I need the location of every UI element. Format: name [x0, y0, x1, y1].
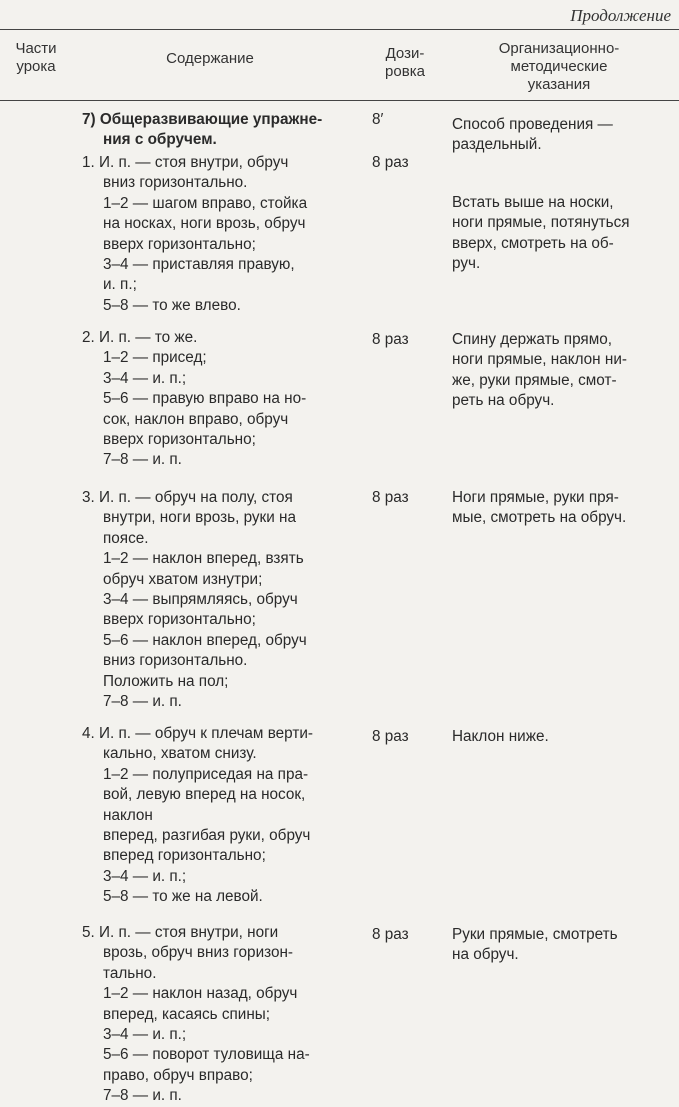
exercise-line: кально, хватом снизу.: [103, 745, 257, 763]
exercise-line: 7–8 — и. п.: [103, 693, 182, 711]
exercise-2-content: [82, 328, 372, 471]
exercise-line: вверх горизонтально;: [103, 431, 256, 449]
exercise-line: вверх горизонтально;: [103, 611, 256, 629]
exercise-line: поясе.: [103, 529, 149, 547]
exercise-line: вверх горизонтально;: [103, 235, 256, 253]
exercise-line: 1–2 — присед;: [103, 349, 207, 367]
header-parts-line: Части: [15, 40, 57, 57]
exercise-line: вниз горизонтально.: [103, 174, 248, 192]
exercise-2-org: [452, 330, 674, 412]
exercise-org-line: ноги прямые, потянуться: [452, 214, 630, 232]
exercise-line: и. п.;: [103, 276, 137, 294]
header-dose-line: ровка: [385, 63, 425, 80]
exercise-4-org: [452, 727, 674, 747]
exercise-line: врозь, обруч вниз горизон-: [103, 944, 294, 962]
exercise-org-line: Спину держать прямо,: [452, 331, 612, 348]
exercise-line: 1–2 — наклон назад, обруч: [103, 985, 298, 1003]
header-org-line: методические: [510, 58, 608, 75]
exercise-org-line: Наклон ниже.: [452, 728, 549, 745]
exercise-line: 7–8 — и. п.: [103, 1087, 182, 1105]
exercise-line: 2. И. п. — то же.: [82, 329, 198, 346]
exercise-line: 3–4 — и. п.;: [103, 1026, 187, 1044]
exercise-line: 4. И. п. — обруч к плечам верти-: [82, 725, 313, 742]
exercise-org-line: на обруч.: [452, 946, 519, 964]
exercise-line: 5–6 — наклон вперед, обруч: [103, 631, 307, 649]
exercise-line: обруч хватом изнутри;: [103, 570, 263, 588]
top-rule: [0, 29, 679, 30]
exercise-org-line: руч.: [452, 255, 481, 273]
exercise-line: 3–4 — и. п.;: [103, 867, 187, 885]
exercise-line: на носках, ноги врозь, обруч: [103, 215, 306, 233]
header-parts: [6, 40, 66, 76]
exercise-line: наклон: [103, 806, 153, 824]
exercise-3-content: [82, 488, 372, 712]
exercise-line: 3–4 — приставляя правую,: [103, 256, 295, 274]
exercise-line: право, обруч вправо;: [103, 1066, 253, 1084]
exercise-line: Положить на пол;: [103, 672, 229, 690]
section-title-line: ния с обручем.: [103, 131, 217, 149]
exercise-line: 5–6 — поворот туловища на-: [103, 1046, 310, 1064]
section-org-line: раздельный.: [452, 136, 542, 154]
exercise-line: 3–4 — и. п.;: [103, 369, 187, 387]
exercise-3-dose: 8 раз: [372, 489, 409, 506]
exercise-line: 3–4 — выпрямляясь, обруч: [103, 591, 298, 609]
exercise-line: вперед, касаясь спины;: [103, 1005, 271, 1023]
exercise-5-org: [452, 925, 674, 966]
header-org: [440, 40, 678, 94]
section-title: [82, 110, 372, 151]
exercise-org-line: Ноги прямые, руки пря-: [452, 489, 619, 506]
header-dose-line: Дози-: [385, 45, 425, 62]
exercise-1-dose: 8 раз: [372, 154, 409, 171]
exercise-4-dose: 8 раз: [372, 728, 409, 745]
exercise-line: тально.: [103, 964, 157, 982]
exercise-3-org: [452, 488, 674, 529]
exercise-line: вой, левую вперед на носок,: [103, 786, 306, 804]
exercise-line: 1. И. п. — стоя внутри, обруч: [82, 154, 289, 171]
header-parts-line: урока: [16, 58, 56, 75]
exercise-line: 3. И. п. — обруч на полу, стоя: [82, 489, 293, 506]
exercise-line: внутри, ноги врозь, руки на: [103, 509, 296, 527]
exercise-1-org: [452, 193, 674, 275]
exercise-line: 5–8 — то же на левой.: [103, 888, 263, 906]
exercise-org-line: Руки прямые, смотреть: [452, 926, 618, 943]
exercise-4-content: [82, 724, 372, 908]
continued-label: Продолжение: [570, 6, 671, 25]
exercise-5-content: [82, 923, 372, 1107]
exercise-5-dose: 8 раз: [372, 926, 409, 943]
exercise-line: сок, наклон вправо, обруч: [103, 410, 289, 428]
section-org: [452, 115, 674, 156]
exercise-line: 1–2 — шагом вправо, стойка: [103, 194, 308, 212]
exercise-line: вперед, разгибая руки, обруч: [103, 827, 311, 845]
exercise-org-line: ноги прямые, наклон ни-: [452, 351, 627, 369]
exercise-org-line: реть на обруч.: [452, 392, 555, 410]
exercise-line: вниз горизонтально.: [103, 652, 248, 670]
section-title-line: 7) Общеразвивающие упражне-: [82, 111, 323, 128]
exercise-line: 1–2 — полуприседая на пра-: [103, 765, 309, 783]
exercise-1-content: [82, 153, 372, 316]
exercise-2-dose: 8 раз: [372, 331, 409, 348]
header-dose: [370, 45, 440, 81]
header-content: Содержание: [166, 50, 254, 67]
exercise-org-line: же, руки прямые, смот-: [452, 371, 617, 389]
exercise-line: 5. И. п. — стоя внутри, ноги: [82, 924, 279, 941]
exercise-line: 1–2 — наклон вперед, взять: [103, 550, 304, 568]
exercise-line: 7–8 — и. п.: [103, 451, 182, 469]
exercise-line: 5–8 — то же влево.: [103, 296, 241, 314]
exercise-org-line: Встать выше на носки,: [452, 194, 614, 211]
section-dose: 8′: [372, 111, 384, 128]
header-org-line: указания: [527, 76, 591, 93]
exercise-org-line: мые, смотреть на обруч.: [452, 509, 627, 527]
exercise-line: 5–6 — правую вправо на но-: [103, 390, 307, 408]
header-rule: [0, 100, 679, 101]
section-org-line: Способ проведения —: [452, 116, 613, 133]
header-org-line: Организационно-: [498, 40, 620, 57]
exercise-org-line: вверх, смотреть на об-: [452, 234, 614, 252]
exercise-line: вперед горизонтально;: [103, 847, 266, 865]
